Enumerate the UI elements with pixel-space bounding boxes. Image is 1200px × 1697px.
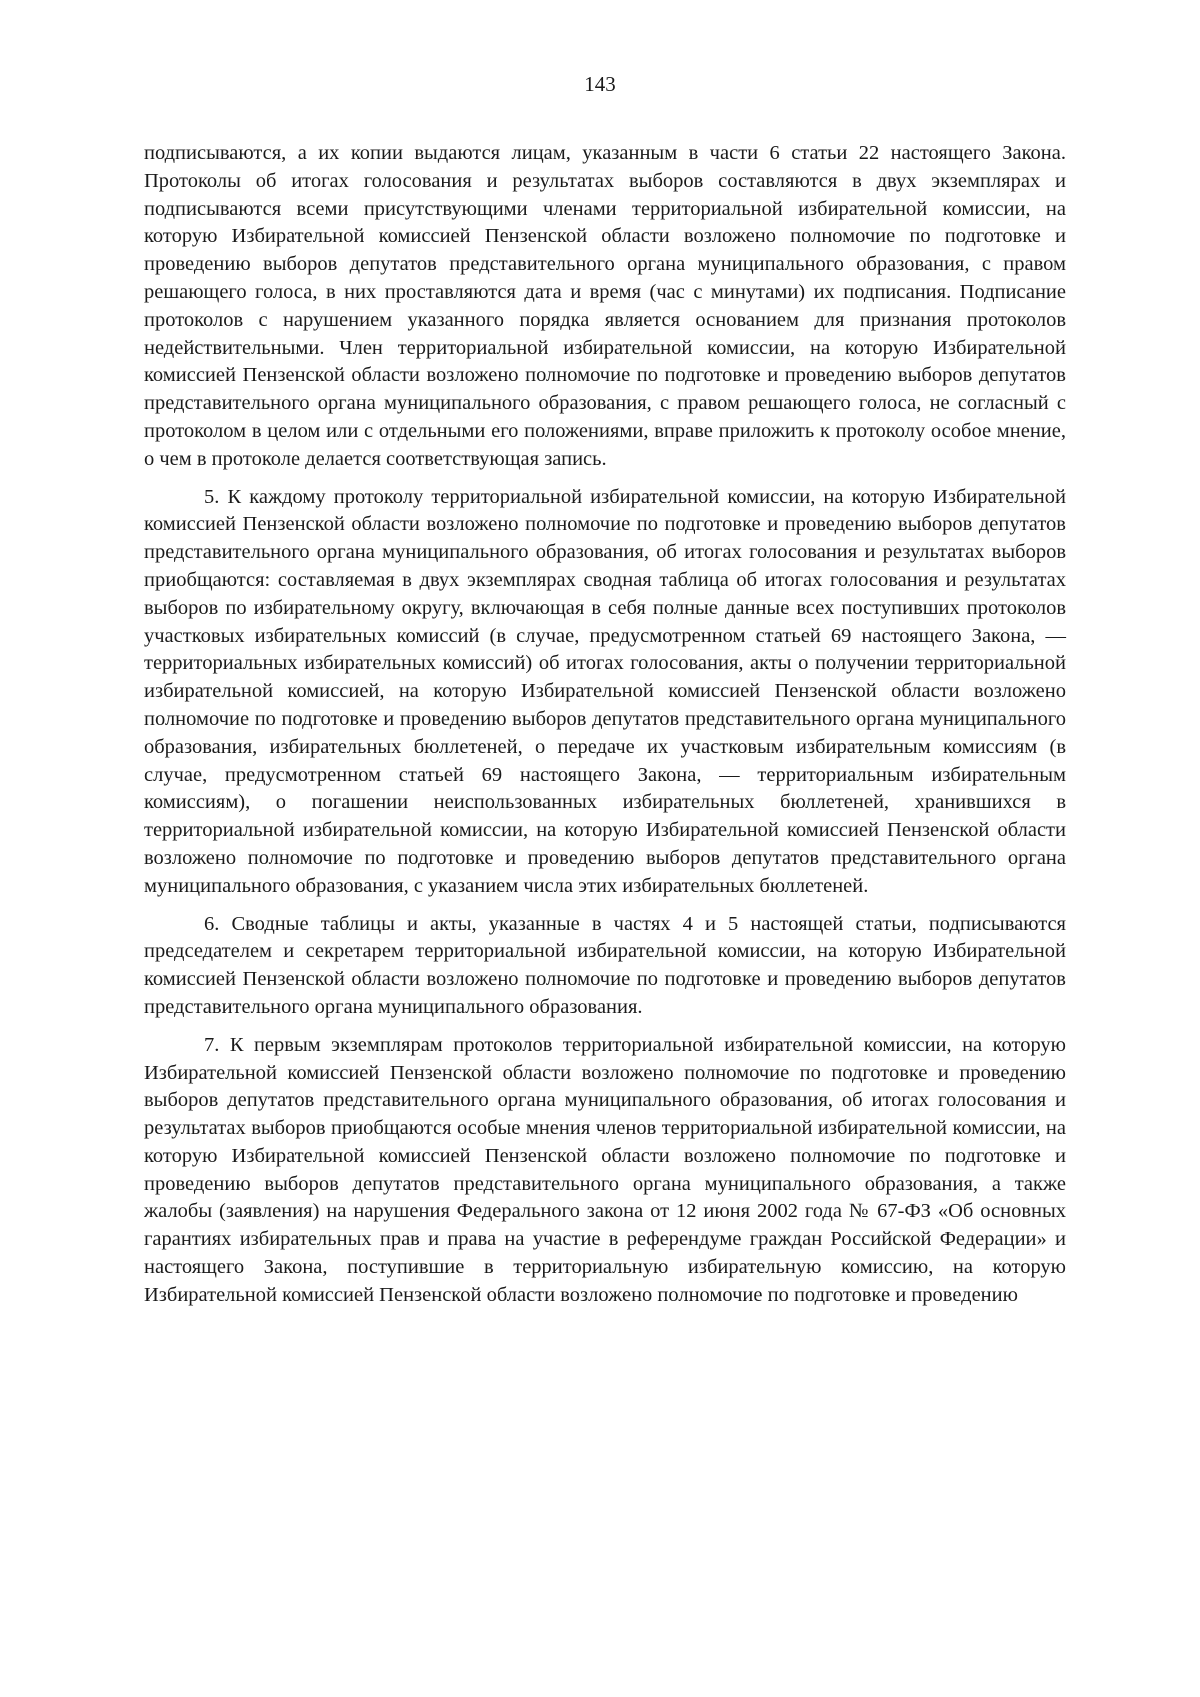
paragraph-7: 7. К первым экземплярам протоколов территориальной избирательной комиссии, на которую Избирательной комиссией Пензенской области возложено полномочие по подготовке и проведению выборов депутатов представительного органа муниципального образования, об итогах голосования и результатах выборов приобщаются особые мнения членов территориальной избирательной комиссии, на которую Избирательной комиссией Пензенской области возложено полномочие по подготовке и проведению выборов депутатов представительного органа муниципального образования, а также жалобы (заявления) на нарушения Федерального закона от 12 июня 2002 года № 67-ФЗ «Об основных гарантиях избирательных прав и права на участие в референдуме граждан Российской Федерации» и настоящего Закона, поступившие в территориальную избирательную комиссию, на которую Избирательной комиссией Пензенской области возложено полномочие по подготовке и проведению	[144, 1033, 1066, 1306]
paragraph-5: 5. К каждому протоколу территориальной избирательной комиссии, на которую Избирательной комиссией Пензенской области возложено полномочие по подготовке и проведению выборов депутатов представительного органа муниципального образования, об итогах голосования и результатах выборов приобщаются: составляемая в двух экземплярах сводная таблица об итогах голосования и результатах выборов по избирательному округу, включающая в себя полные данные всех поступивших протоколов участковых избирательных комиссий (в случае, предусмотренном статьей 69 настоящего Закона, — территориальных избирательных комиссий) об итогах голосования, акты о получении территориальной избирательной комиссией, на которую Избирательной комиссией Пензенской области возложено полномочие по подготовке и проведению выборов депутатов представительного органа муниципального образования, избирательных бюллетеней, о передаче их участковым избирательным комиссиям (в случае, предусмотренном статьей 69 настоящего Закона, — территориальным избирательным комиссиям), о погашении неиспользованных избирательных бюллетеней, хранившихся в территориальной избирательной комиссии, на которую Избирательной комиссией Пензенской области возложено полномочие по подготовке и проведению выборов депутатов представительного органа муниципального образования, с указанием числа этих избирательных бюллетеней.	[144, 485, 1066, 897]
document-body	[144, 140, 1066, 1320]
paragraph-6: 6. Сводные таблицы и акты, указанные в частях 4 и 5 настоящей статьи, подписываются председателем и секретарем территориальной избирательной комиссии, на которую Избирательной комиссией Пензенской области возложено полномочие по подготовке и проведению выборов депутатов представительного органа муниципального образования.	[144, 912, 1066, 1018]
page-number: 143	[584, 72, 616, 96]
paragraph-continued: подписываются, а их копии выдаются лицам, указанным в части 6 статьи 22 настоящего Закона. Протоколы об итогах голосования и результатах выборов составляются в двух экземплярах и подписываются всеми присутствующими членами территориальной избирательной комиссии, на которую Избирательной комиссией Пензенской области возложено полномочие по подготовке и проведению выборов депутатов представительного органа муниципального образования, с правом решающего голоса, в них проставляются дата и время (час с минутами) их подписания. Подписание протоколов с нарушением указанного порядка является основанием для признания протоколов недействительными. Член территориальной избирательной комиссии, на которую Избирательной комиссией Пензенской области возложено полномочие по подготовке и проведению выборов депутатов представительного органа муниципального образования, с правом решающего голоса, не согласный с протоколом в целом или с отдельными его положениями, вправе приложить к протоколу особое мнение, о чем в протоколе делается соответствующая запись.	[144, 142, 1066, 470]
